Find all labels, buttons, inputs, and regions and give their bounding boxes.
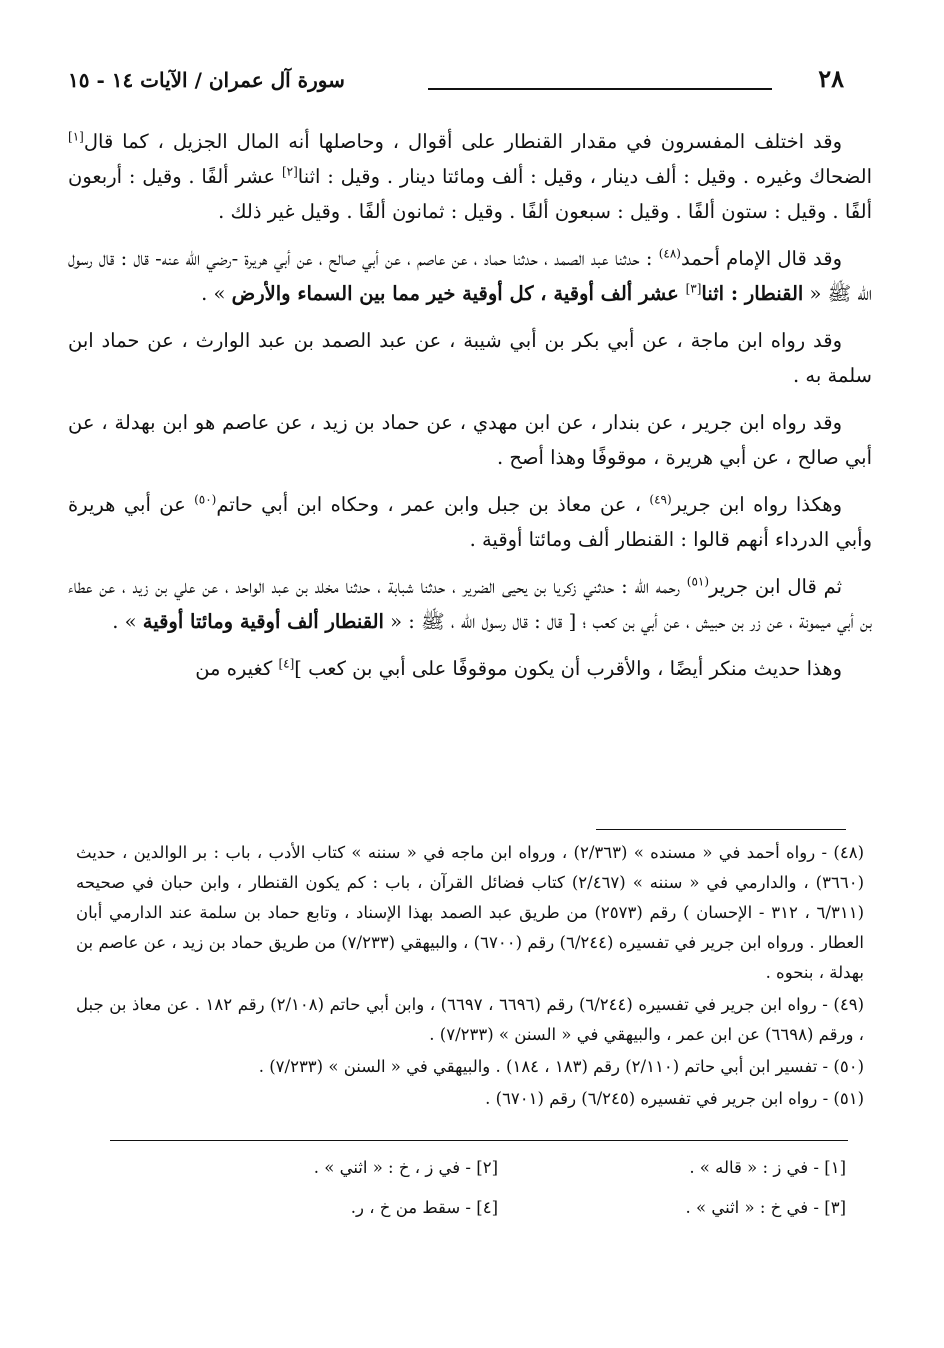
- note-ref: [١]: [68, 129, 84, 144]
- manuscript-note: [٤] - سقط من خ ، ر.: [350, 1198, 498, 1217]
- paragraph: وقد قال الإمام أحمد$^{(٤٨)}$ : حدثنا عبد الصمد ، حدثنا حماد ، عن عاصم ، عن أبي صالح ، عن أبي هريرة -رضي الله عنه- قال : قال رسول الله ﷺ « القنطار : اثنا[٣] عشر ألف أوقية ، كل أوقية خير مما بين السماء والأرض » .: [68, 246, 872, 305]
- footnote-ref: (٤٨): [658, 246, 681, 261]
- manuscript-note: [١] - في ز : « قاله » .: [689, 1158, 846, 1177]
- note-ref: [٤]: [278, 656, 295, 671]
- footnotes: [76, 838, 864, 1116]
- hadith-text: القنطار ألف أوقية ومائتا أوقية: [142, 610, 384, 633]
- note-ref: [٣]: [685, 281, 702, 296]
- hadith-text: القنطار : اثنا: [701, 282, 804, 305]
- footnote: (٥١) - رواه ابن جرير في تفسيره (٦/٢٤٥) رقم (٦٧٠١) .: [485, 1089, 864, 1108]
- manuscript-notes: [230, 1155, 846, 1221]
- page-header: [68, 64, 844, 100]
- running-title: سورة آل عمران / الآيات ١٤ - ١٥: [68, 68, 345, 92]
- footnote: (٤٩) - رواه ابن جرير في تفسيره (٦/٢٤٤) رقم (٦٦٩٦ ، ٦٦٩٧) ، وابن أبي حاتم (٢/١٠٨) رقم ١٨٢ . عن معاذ بن جبل ، ورقم (٦٦٩٨) عن ابن عمر ، والبيهقي في « السنن » (٧/٢٣٣) .: [76, 995, 865, 1044]
- footnote-ref: (٤٩): [649, 492, 672, 507]
- notes-separator: [110, 1140, 848, 1141]
- paragraph: وقد اختلف المفسرون في مقدار القنطار على أقوال ، وحاصلها أنه المال الجزيل ، كما قال[١] الضحاك وغيره . وقيل : ألف دينار ، وقيل : ألف ومائتا دينار . وقيل : اثنا[٢] عشر ألفًا . وقيل : أربعون ألفًا . وقيل : ستون ألفًا . وقيل : سبعون ألفًا . وقيل : ثمانون ألفًا . وقيل غير ذلك .: [68, 129, 872, 223]
- paragraph: وهكذا رواه ابن جرير$^{(٤٩)}$ ، عن معاذ بن جبل وابن عمر ، وحكاه ابن أبي حاتم$^{(٥٠)}$ عن أبي هريرة وأبي الدرداء أنهم قالوا : القنطار ألف ومائتا أوقية .: [68, 492, 872, 551]
- footnote: (٤٨) - رواه أحمد في « مسنده » (٢/٣٦٣) ، ورواه ابن ماجه في « سننه » كتاب الأدب ، باب : بر الوالدين ، حديث (٣٦٦٠) ، والدارمي في « سننه » (٢/٤٦٧) كتاب فضائل القرآن ، باب : كم يكون القنطار ، وابن حبان في صحيحه (٦/٣١١ ، ٣١٢ - الإحسان ) رقم (٢٥٧٣) من طريق عبد الصمد بهذا الإسناد ، وتابع حماد بن سلمة عند الدارمي أبان العطار . ورواه ابن جرير في تفسيره (٦/٢٤٤) رقم (٦٧٠٠) ، والبيهقي (٧/٢٣٣) من طريق حماد بن زيد ، عن عاصم بن بهدلة ، بنحوه .: [76, 843, 865, 982]
- main-text: [68, 124, 872, 698]
- footnote-separator: [596, 829, 846, 830]
- paragraph: وهذا حديث منكر أيضًا ، والأقرب أن يكون موقوفًا على أبي بن كعب ][٤] كغيره من: [195, 656, 842, 680]
- note-ref: [٢]: [281, 164, 298, 179]
- manuscript-note: [٢] - في ز ، خ : « اثني » .: [313, 1158, 498, 1177]
- paragraph: وقد رواه ابن جرير ، عن بندار ، عن ابن مهدي ، عن حماد بن زيد ، عن عاصم هو ابن بهدلة ، عن أبي صالح ، عن أبي هريرة ، موقوفًا وهذا أصح .: [68, 411, 872, 469]
- paragraph: ثم قال ابن جرير$^{(٥١)}$ رحمه الله : حدثني زكريا بن يحيى الضرير ، حدثنا شبابة ، حدثنا مخلد بن عبد الواحد ، عن علي بن زيد ، عن عطاء بن أبي ميمونة ، عن زر بن حبيش ، عن أبي بن كعب ؛ [ قال : قال رسول الله ، ﷺ : « القنطار ألف أوقية ومائتا أوقية » .: [68, 574, 872, 633]
- paragraph: وقد رواه ابن ماجة ، عن أبي بكر بن أبي شيبة ، عن عبد الصمد بن عبد الوارث ، عن حماد ابن سلمة به .: [68, 329, 872, 387]
- footnote-ref: (٥١): [686, 574, 710, 589]
- header-rule: [428, 88, 772, 90]
- footnote: (٥٠) - تفسير ابن أبي حاتم (٢/١١٠) رقم (١٨٣ ، ١٨٤) . والبيهقي في « السنن » (٧/٢٣٣) .: [258, 1057, 864, 1076]
- page-number: ٢٨: [818, 64, 844, 93]
- footnote-ref: (٥٠): [194, 492, 217, 507]
- manuscript-note: [٣] - في خ : « اثني » .: [685, 1198, 846, 1217]
- hadith-text: عشر ألف أوقية ، كل أوقية خير مما بين السماء والأرض: [231, 282, 686, 305]
